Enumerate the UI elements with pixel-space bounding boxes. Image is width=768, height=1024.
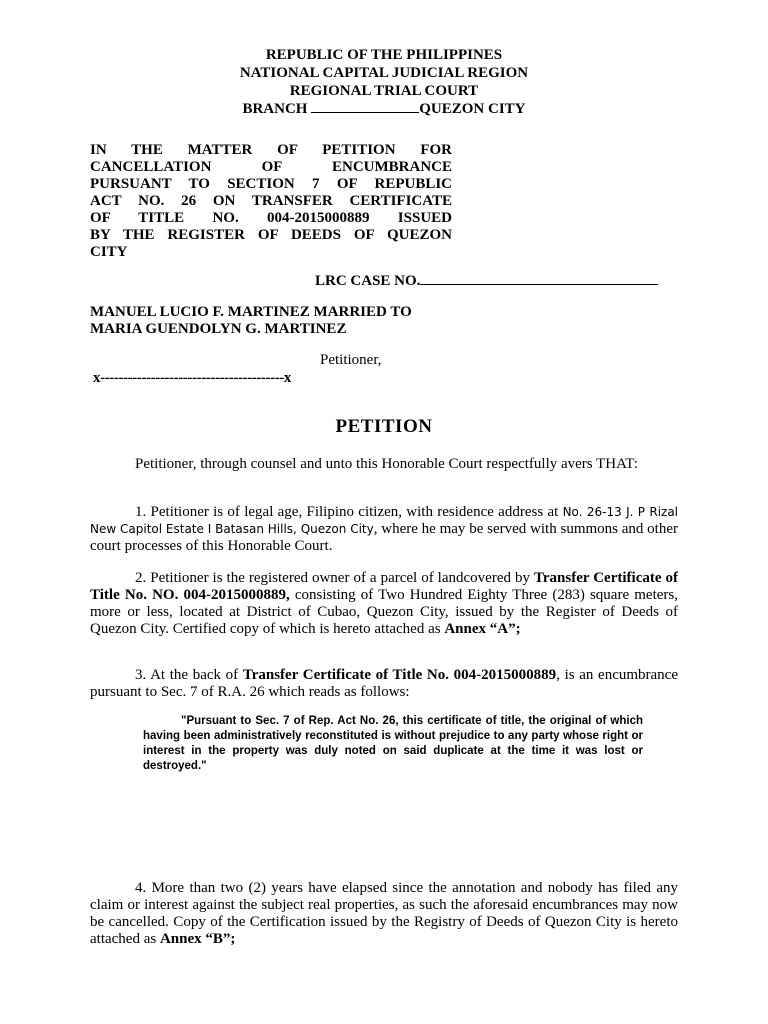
caption-line: CITY bbox=[90, 244, 128, 260]
header-republic: REPUBLIC OF THE PHILIPPINES bbox=[265, 47, 503, 63]
tct-reference: Transfer Certificate of Title No. NO. 004-2015000889, bbox=[90, 570, 678, 603]
residence-address: No. 26-13 J. P Rizal New Capitol Estate I Batasan Hills, Quezon City bbox=[90, 505, 679, 536]
p3-text: 3. At the back of bbox=[135, 667, 239, 683]
lrc-case-number bbox=[315, 272, 658, 290]
party-line: MARIA GUENDOLYN G. MARTINEZ bbox=[90, 321, 347, 337]
caption-line: ACT NO. 26 ON TRANSFER CERTIFICATE bbox=[90, 193, 452, 209]
annex-b: Annex “B”; bbox=[159, 931, 236, 947]
p2-text: 2. Petitioner is the registered owner of a parcel of landcovered by bbox=[135, 570, 530, 586]
p4-text: 4. More than two (2) years have elapsed since the annotation and nobody has filed any claim or interest against the subject real properties, as such the aforesaid encumbrances may now be cancelled. Copy of the Certification issued by the Registry of Deeds of Quezon City is hereto attached as bbox=[90, 880, 678, 947]
p1-text-end: , where he may be served with summons and other court processes of this Honorable Court. bbox=[90, 521, 679, 554]
header-court: REGIONAL TRIAL COURT bbox=[289, 83, 479, 99]
case-caption bbox=[90, 142, 452, 261]
caption-line: PURSUANT TO SECTION 7 OF REPUBLIC bbox=[90, 176, 452, 192]
header-region: NATIONAL CAPITAL JUDICIAL REGION bbox=[239, 65, 529, 81]
branch-label: BRANCH bbox=[242, 101, 308, 117]
separator-line: x----------------------------------------x bbox=[93, 370, 292, 386]
quote-text: "Pursuant to Sec. 7 of Rep. Act No. 26, this certificate of title, the original of which having been administratively reconstituted is without prejudice to any party whose right or interest in the property was duly noted on said duplicate at the time it was lost or destroyed." bbox=[143, 715, 643, 772]
branch-blank bbox=[311, 100, 419, 113]
intro-paragraph bbox=[90, 456, 678, 473]
court-header bbox=[90, 46, 678, 118]
parties bbox=[90, 304, 412, 338]
caption-line: CANCELLATION OF ENCUMBRANCE bbox=[90, 159, 452, 175]
caption-line: IN THE MATTER OF PETITION FOR bbox=[90, 142, 452, 158]
annex-a: Annex “A”; bbox=[444, 621, 521, 637]
p3-text-end: , is an encumbrance pursuant to Sec. 7 of R.A. 26 which reads as follows: bbox=[90, 667, 678, 700]
intro-text: Petitioner, through counsel and unto this Honorable Court respectfully avers THAT: bbox=[135, 456, 638, 472]
tct-reference: Transfer Certificate of Title No. 004-2015000889 bbox=[242, 667, 557, 683]
p1-text: 1. Petitioner is of legal age, Filipino citizen, with residence address at bbox=[135, 504, 559, 520]
caption-line: OF TITLE NO. 004-2015000889 ISSUED bbox=[90, 210, 452, 226]
p2-text-mid: consisting of Two Hundred Eighty Three (283) square meters, more or less, located at District of Cubao, Quezon City, issued by the Register of Deeds of Quezon City. Certified copy of which is hereto attached as bbox=[90, 587, 678, 637]
paragraph-3 bbox=[90, 667, 678, 701]
branch-city: QUEZON CITY bbox=[419, 101, 526, 117]
header-branch bbox=[90, 100, 678, 118]
party-line: MANUEL LUCIO F. MARTINEZ MARRIED TO bbox=[90, 304, 412, 320]
quoted-encumbrance bbox=[143, 714, 643, 774]
paragraph-4 bbox=[90, 880, 678, 948]
case-number-blank bbox=[420, 272, 658, 285]
case-label: LRC CASE NO. bbox=[315, 273, 421, 289]
petitioner-label: Petitioner, bbox=[320, 352, 382, 368]
paragraph-2 bbox=[90, 570, 678, 638]
paragraph-1 bbox=[90, 504, 678, 555]
caption-line: BY THE REGISTER OF DEEDS OF QUEZON bbox=[90, 227, 452, 243]
document-title: PETITION bbox=[335, 416, 433, 437]
